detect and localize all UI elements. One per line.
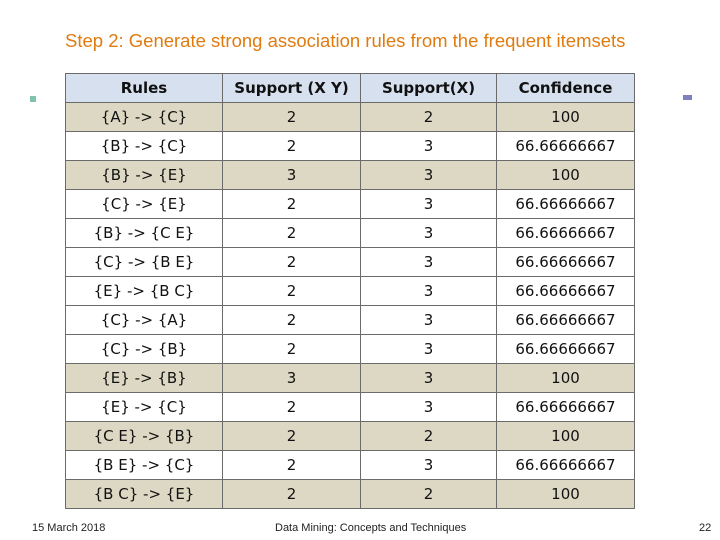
cell-rule: {E} -> {B C} (66, 277, 223, 306)
cell-confidence: 100 (497, 161, 635, 190)
cell-rule: {E} -> {C} (66, 393, 223, 422)
cell-support-x: 2 (361, 103, 497, 132)
cell-confidence: 66.66666667 (497, 132, 635, 161)
cell-rule: {B} -> {C E} (66, 219, 223, 248)
table-row (66, 219, 635, 248)
cell-confidence: 66.66666667 (497, 219, 635, 248)
footer-title: Data Mining: Concepts and Techniques (275, 522, 467, 534)
cell-confidence: 66.66666667 (497, 306, 635, 335)
table-header-row (66, 74, 635, 103)
table-row (66, 132, 635, 161)
cell-confidence: 66.66666667 (497, 277, 635, 306)
cell-rule: {B} -> {C} (66, 132, 223, 161)
table-row (66, 335, 635, 364)
cell-support-x: 3 (361, 132, 497, 161)
cell-rule: {B E} -> {C} (66, 451, 223, 480)
cell-rule: {E} -> {B} (66, 364, 223, 393)
cell-confidence: 66.66666667 (497, 190, 635, 219)
cell-support-x: 3 (361, 451, 497, 480)
cell-support-xy: 2 (223, 451, 361, 480)
cell-support-xy: 2 (223, 248, 361, 277)
cell-confidence: 66.66666667 (497, 451, 635, 480)
table-row (66, 393, 635, 422)
bullet-dash-icon (683, 95, 692, 100)
cell-confidence: 100 (497, 480, 635, 509)
table-row (66, 364, 635, 393)
table-row (66, 306, 635, 335)
table-row (66, 480, 635, 509)
cell-confidence: 66.66666667 (497, 393, 635, 422)
footer-date: 15 March 2018 (32, 522, 106, 534)
table-row (66, 451, 635, 480)
cell-support-x: 3 (361, 219, 497, 248)
cell-rule: {B} -> {E} (66, 161, 223, 190)
cell-support-xy: 2 (223, 422, 361, 451)
cell-support-xy: 3 (223, 161, 361, 190)
header-rules: Rules (66, 74, 223, 103)
header-support-xy: Support (X Y) (223, 74, 361, 103)
cell-support-xy: 2 (223, 132, 361, 161)
cell-rule: {C} -> {A} (66, 306, 223, 335)
cell-support-x: 3 (361, 190, 497, 219)
bullet-square-icon (30, 96, 36, 102)
cell-confidence: 100 (497, 422, 635, 451)
cell-rule: {B C} -> {E} (66, 480, 223, 509)
cell-support-xy: 2 (223, 306, 361, 335)
cell-support-xy: 2 (223, 277, 361, 306)
cell-support-x: 3 (361, 161, 497, 190)
cell-confidence: 66.66666667 (497, 248, 635, 277)
slide-title: Step 2: Generate strong association rules from the frequent itemsets (65, 30, 626, 51)
cell-rule: {C} -> {B E} (66, 248, 223, 277)
cell-support-xy: 2 (223, 335, 361, 364)
cell-support-xy: 2 (223, 393, 361, 422)
cell-support-xy: 2 (223, 103, 361, 132)
header-confidence: Confidence (497, 74, 635, 103)
cell-support-x: 3 (361, 393, 497, 422)
cell-confidence: 100 (497, 103, 635, 132)
table-row (66, 161, 635, 190)
cell-rule: {C E} -> {B} (66, 422, 223, 451)
cell-rule: {C} -> {B} (66, 335, 223, 364)
table-row (66, 248, 635, 277)
table-row (66, 103, 635, 132)
cell-support-x: 2 (361, 480, 497, 509)
cell-support-x: 2 (361, 422, 497, 451)
cell-support-x: 3 (361, 248, 497, 277)
table-row (66, 277, 635, 306)
cell-support-xy: 3 (223, 364, 361, 393)
cell-rule: {A} -> {C} (66, 103, 223, 132)
cell-support-xy: 2 (223, 190, 361, 219)
page-number: 22 (699, 522, 712, 534)
table-row (66, 190, 635, 219)
cell-rule: {C} -> {E} (66, 190, 223, 219)
cell-confidence: 66.66666667 (497, 335, 635, 364)
cell-support-x: 3 (361, 335, 497, 364)
cell-confidence: 100 (497, 364, 635, 393)
cell-support-x: 3 (361, 306, 497, 335)
cell-support-x: 3 (361, 364, 497, 393)
table-row (66, 422, 635, 451)
header-support-x: Support(X) (361, 74, 497, 103)
association-rules-table (65, 73, 635, 509)
cell-support-xy: 2 (223, 480, 361, 509)
cell-support-x: 3 (361, 277, 497, 306)
cell-support-xy: 2 (223, 219, 361, 248)
